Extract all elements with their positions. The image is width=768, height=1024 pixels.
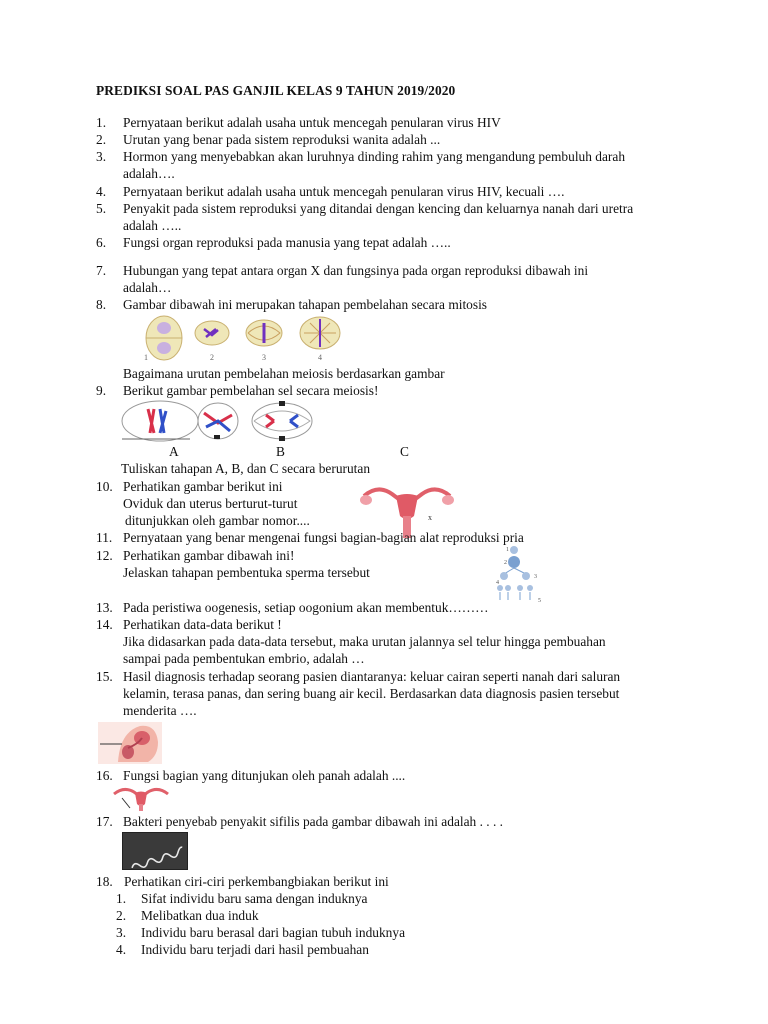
q4-number: 4. — [96, 184, 107, 199]
meiosis-label-a: A — [169, 444, 179, 459]
q17-number: 17. — [96, 814, 113, 829]
q8-question: Bagaimana urutan pembelahan meiosis berdasarkan gambar — [123, 366, 445, 381]
q4-text: Pernyataan berikut adalah usaha untuk mencegah penularan virus HIV, kecuali …. — [123, 184, 565, 199]
uterus-arrow-figure — [112, 786, 170, 812]
sperm-label-3: 3 — [534, 574, 537, 580]
q18-item-2-text: Melibatkan dua induk — [141, 908, 259, 923]
meiosis-label-c: C — [400, 444, 409, 459]
meiosis-stage-c — [252, 401, 312, 441]
q10-text: Perhatikan gambar berikut ini — [123, 479, 283, 494]
q9-number: 9. — [96, 383, 107, 398]
q13-text: Pada peristiwa oogenesis, setiap oogonium akan membentuk……… — [123, 600, 489, 615]
q14-text-cont: Jika didasarkan pada data-data tersebut, maka urutan jalannya sel telur hingga pembuahan — [123, 634, 606, 649]
q16-text: Fungsi bagian yang ditunjukan oleh panah adalah .... — [123, 768, 406, 783]
syphilis-bacteria-figure — [122, 832, 188, 870]
mitosis-label-4: 4 — [318, 353, 322, 362]
q8-number: 8. — [96, 297, 107, 312]
q7-text: Hubungan yang tepat antara organ X dan fungsinya pada organ reproduksi dibawah ini — [123, 263, 589, 278]
q7-number: 7. — [96, 263, 107, 278]
mitosis-figure — [140, 313, 350, 363]
female-figure-label-x: x — [428, 513, 432, 522]
q5-text: Penyakit pada sistem reproduksi yang ditandai dengan kencing dan keluarnya nanah dari uretra — [123, 201, 634, 216]
mitosis-label-2: 2 — [210, 353, 214, 362]
q18-item-3-number: 3. — [116, 925, 127, 940]
mitosis-stage-2 — [195, 321, 229, 345]
q18-text: Perhatikan ciri-ciri perkembangbiakan berikut ini — [124, 874, 389, 889]
q10-number: 10. — [96, 479, 113, 494]
q6-text: Fungsi organ reproduksi pada manusia yang tepat adalah ….. — [123, 235, 451, 250]
q1-number: 1. — [96, 115, 107, 130]
q12-number: 12. — [96, 548, 113, 563]
q17-text: Bakteri penyebab penyakit sifilis pada gambar dibawah ini adalah . . . . — [123, 814, 504, 829]
q15-number: 15. — [96, 669, 113, 684]
q13-number: 13. — [96, 600, 113, 615]
q7-text-cont: adalah… — [123, 280, 172, 295]
q18-item-2-number: 2. — [116, 908, 127, 923]
q15-text: Hasil diagnosis terhadap seorang pasien diantaranya: keluar cairan seperti nanah dari saluran — [123, 669, 621, 684]
q18-item-4-number: 4. — [116, 942, 127, 957]
q5-number: 5. — [96, 201, 107, 216]
sperm-label-1: 1 — [506, 547, 509, 553]
q18-item-4-text: Individu baru terjadi dari hasil pembuahan — [141, 942, 369, 957]
mitosis-label-3: 3 — [262, 353, 266, 362]
q12-text: Perhatikan gambar dibawah ini! — [123, 548, 295, 563]
meiosis-label-b: B — [276, 444, 285, 459]
q1-text: Pernyataan berikut adalah usaha untuk mencegah penularan virus HIV — [123, 115, 501, 130]
sperm-label-4: 4 — [496, 580, 499, 586]
q10-text-cont: Oviduk dan uterus berturut-turut — [123, 496, 298, 511]
meiosis-stage-b — [198, 403, 238, 439]
q3-number: 3. — [96, 149, 107, 164]
q9-text: Berikut gambar pembelahan sel secara meiosis! — [123, 383, 379, 398]
q8-text: Gambar dibawah ini merupakan tahapan pembelahan secara mitosis — [123, 297, 488, 312]
male-reproductive-figure — [98, 722, 162, 764]
q10-text-cont-2: ditunjukkan oleh gambar nomor.... — [125, 513, 310, 528]
spermatogenesis-figure — [496, 544, 546, 604]
q2-text: Urutan yang benar pada sistem reproduksi wanita adalah ... — [123, 132, 441, 147]
q2-number: 2. — [96, 132, 107, 147]
mitosis-label-1: 1 — [144, 353, 148, 362]
q18-number: 18. — [96, 874, 113, 889]
q14-number: 14. — [96, 617, 113, 632]
q14-text: Perhatikan data-data berikut ! — [123, 617, 282, 632]
mitosis-stage-3 — [246, 320, 282, 346]
q15-text-cont: kelamin, terasa panas, dan sering buang air kecil. Berdasarkan data diagnosis pasien tersebut — [123, 686, 620, 701]
q9-question: Tuliskan tahapan A, B, dan C secara berurutan — [121, 461, 371, 476]
q12-text-cont: Jelaskan tahapan pembentuka sperma tersebut — [123, 565, 370, 580]
q16-number: 16. — [96, 768, 113, 783]
meiosis-figure — [120, 399, 330, 443]
q11-text: Pernyataan yang benar mengenai fungsi bagian-bagian alat reproduksi pria — [123, 530, 524, 545]
document-title: PREDIKSI SOAL PAS GANJIL KELAS 9 TAHUN 2019/2020 — [96, 83, 456, 98]
q18-item-3-text: Individu baru berasal dari bagian tubuh induknya — [141, 925, 406, 940]
q15-text-cont-2: menderita …. — [123, 703, 197, 718]
q11-number: 11. — [96, 530, 113, 545]
sperm-label-5: 5 — [538, 598, 541, 604]
q3-text: Hormon yang menyebabkan akan luruhnya dinding rahim yang mengandung pembuluh darah — [123, 149, 626, 164]
q14-text-cont-2: sampai pada pembentukan embrio, adalah … — [123, 651, 365, 666]
mitosis-stage-4 — [300, 317, 340, 349]
meiosis-stage-a — [122, 401, 198, 441]
q18-item-1-text: Sifat individu baru sama dengan induknya — [141, 891, 368, 906]
q18-item-1-number: 1. — [116, 891, 127, 906]
mitosis-stage-1 — [146, 316, 182, 360]
q6-number: 6. — [96, 235, 107, 250]
sperm-label-2: 2 — [504, 560, 507, 566]
q5-text-cont: adalah ….. — [123, 218, 182, 233]
q3-text-cont: adalah…. — [123, 166, 175, 181]
